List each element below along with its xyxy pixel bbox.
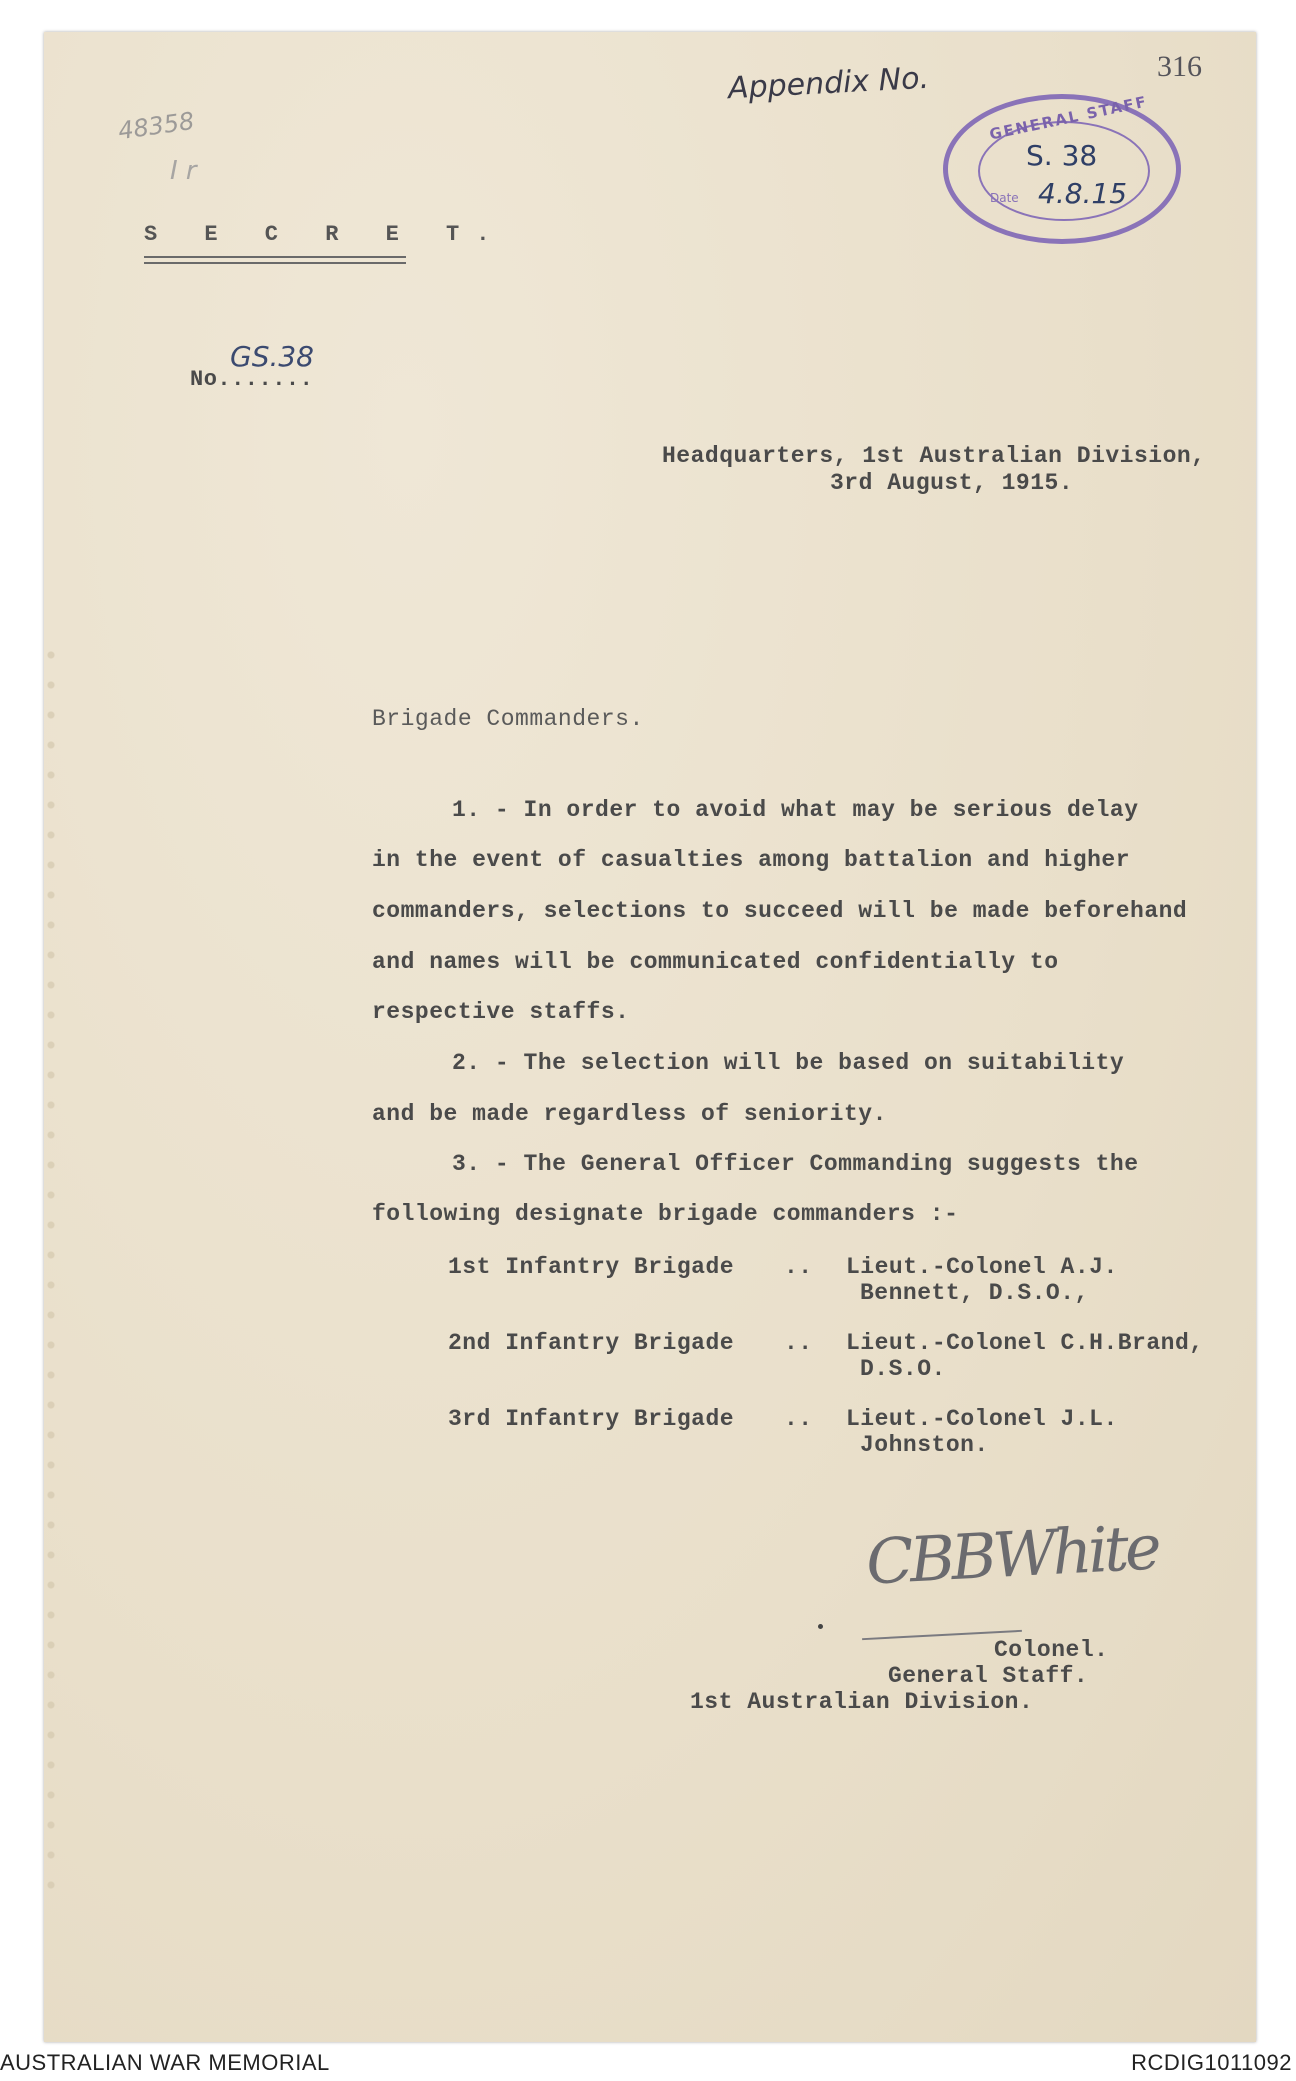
origin-line: Headquarters, 1st Australian Division, [662,443,1206,469]
designate-officer-cont: Johnston. [860,1432,989,1458]
signatory-rank: Colonel. [994,1637,1109,1663]
handwritten-signature: CBBWhite [864,1510,1160,1599]
document-paper [44,32,1256,2042]
signatory-role: General Staff. [888,1663,1089,1689]
page-number: 316 [1157,50,1202,83]
stamp-reference: S. 38 [1026,139,1098,172]
general-staff-stamp [943,94,1181,244]
ink-dot [818,1624,823,1629]
para3-line: following designate brigade commanders :- [372,1201,959,1227]
designate-officer-cont: D.S.O. [860,1356,946,1382]
classification-underline-2 [144,262,406,264]
designate-officer-cont: Bennett, D.S.O., [860,1280,1089,1306]
designate-separator: .. [784,1406,813,1432]
designate-brigade: 1st Infantry Brigade [448,1254,735,1280]
stamp-title: GENERAL STAFF [987,92,1150,144]
para1-line: commanders, selections to succeed will be made beforehand [372,898,1188,924]
para2-line: and be made regardless of seniority. [372,1101,887,1127]
archive-identifier: RCDIG1011092 [1131,2050,1292,2075]
reference-number-label: No....... [190,367,314,392]
reference-number-handwritten: GS.38 [230,340,314,373]
classification-heading: S E C R E T. [144,222,507,247]
para1-line: in the event of casualties among battalion and higher [372,847,1131,873]
designate-officer: Lieut.-Colonel A.J. [846,1254,1118,1280]
designate-officer: Lieut.-Colonel J.L. [846,1406,1118,1432]
designate-brigade: 3rd Infantry Brigade [448,1406,735,1432]
signatory-unit: 1st Australian Division. [690,1689,1034,1715]
pencil-mark: I r [170,156,197,186]
para2-line: 2. - The selection will be based on suitability [452,1050,1125,1076]
para1-line: and names will be communicated confidentially to [372,949,1059,975]
archive-credit: AUSTRALIAN WAR MEMORIAL [0,2050,330,2075]
designate-officer: Lieut.-Colonel C.H.Brand, [846,1330,1204,1356]
appendix-label: Appendix No. [727,60,930,107]
designate-separator: .. [784,1330,813,1356]
designate-separator: .. [784,1254,813,1280]
designate-brigade: 2nd Infantry Brigade [448,1330,735,1356]
stamp-date: 4.8.15 [1038,177,1128,210]
para1-line: respective staffs. [372,999,630,1025]
perforated-edge [44,640,58,1910]
classification-underline [144,256,406,258]
para3-line: 3. - The General Officer Commanding suggests the [452,1151,1139,1177]
stamp-date-label: Date [990,191,1019,205]
para1-line: 1. - In order to avoid what may be serious delay [452,797,1139,823]
pencil-note: 48358 [116,106,196,146]
document-date: 3rd August, 1915. [830,470,1074,496]
addressee: Brigade Commanders. [372,706,644,732]
